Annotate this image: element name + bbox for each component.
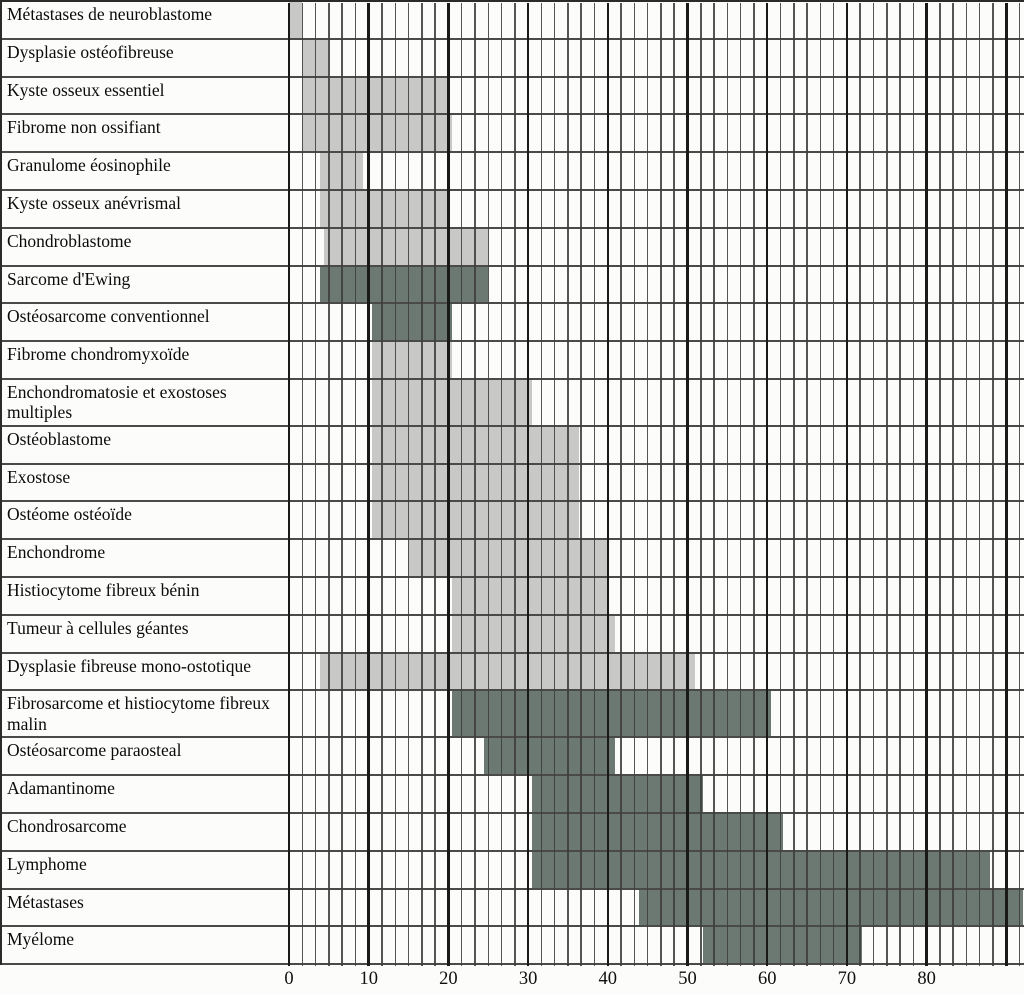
- age-range-bar: [532, 776, 703, 812]
- row-label: Métastases de neuroblastome: [7, 4, 213, 24]
- table-row: [2, 814, 1024, 852]
- row-plot-area: [289, 776, 1024, 812]
- table-row: [2, 616, 1024, 654]
- age-range-bar: [320, 191, 448, 227]
- row-label: Ostéosarcome paraosteal: [7, 740, 182, 761]
- axis-tick-label: 40: [598, 968, 618, 989]
- row-label: Fibrome non ossifiant: [7, 117, 161, 138]
- age-range-bar: [408, 540, 607, 576]
- age-range-bar: [372, 465, 579, 501]
- table-row: [2, 654, 1024, 692]
- table-row: [2, 229, 1024, 267]
- table-row: [2, 304, 1024, 342]
- row-plot-area: [289, 852, 1024, 888]
- age-range-bar: [289, 2, 303, 38]
- row-label: Lymphome: [7, 853, 87, 874]
- table-row: [2, 427, 1024, 465]
- row-label: Enchondromatosie et exostoses multiples: [7, 381, 227, 423]
- row-label: Kyste osseux essentiel: [7, 79, 165, 100]
- table-row: [2, 776, 1024, 814]
- row-plot-area: [289, 654, 1024, 690]
- row-plot-area: [289, 191, 1024, 227]
- row-label: Chondrosarcome: [7, 815, 127, 836]
- row-plot-area: [289, 578, 1024, 614]
- row-plot-area: [289, 814, 1024, 850]
- table-row: [2, 852, 1024, 890]
- row-label: Ostéoblastome: [7, 428, 112, 449]
- table-row: [2, 691, 1024, 738]
- row-label: Fibrosarcome et histiocytome fibreux malin: [7, 693, 270, 734]
- age-range-bar: [320, 267, 487, 303]
- age-range-bar: [372, 427, 579, 463]
- row-label: Sarcome d'Ewing: [7, 268, 131, 289]
- row-plot-area: [289, 78, 1024, 114]
- row-plot-area: [289, 616, 1024, 652]
- row-label: Ostéosarcome conventionnel: [7, 306, 210, 327]
- row-plot-area: [289, 380, 1024, 425]
- x-axis: [0, 966, 1024, 994]
- table-row: [2, 40, 1024, 78]
- age-range-bar: [703, 927, 862, 963]
- row-plot-area: [289, 40, 1024, 76]
- table-row: [2, 578, 1024, 616]
- axis-tick-label: 20: [439, 968, 458, 989]
- age-range-bar: [452, 616, 615, 652]
- age-range-bar: [484, 738, 616, 774]
- row-plot-area: [289, 229, 1024, 265]
- row-plot-area: [289, 540, 1024, 576]
- age-range-bar: [372, 502, 579, 538]
- age-range-bar: [302, 115, 452, 151]
- axis-tick-label: 60: [757, 968, 777, 989]
- axis-tick-label: 30: [518, 968, 538, 989]
- axis-tick-label: 10: [359, 968, 378, 989]
- age-range-bar: [324, 229, 487, 265]
- row-plot-area: [289, 465, 1024, 501]
- age-range-bar: [302, 78, 448, 114]
- table-row: [2, 78, 1024, 116]
- axis-tick-label: 50: [678, 968, 697, 989]
- age-range-bar: [532, 852, 990, 888]
- row-plot-area: [289, 342, 1024, 378]
- row-plot-area: [289, 927, 1024, 963]
- axis-tick-label: 70: [837, 968, 857, 989]
- row-label: Fibrome chondromyxoïde: [7, 344, 190, 365]
- age-range-bar: [372, 304, 452, 340]
- row-plot-area: [289, 2, 1024, 38]
- age-range-bar: [532, 814, 783, 850]
- axis-tick-label: 80: [917, 968, 936, 989]
- age-range-bar: [320, 153, 362, 189]
- axis-tick-label: 0: [284, 968, 294, 989]
- row-label: Ostéome ostéoïde: [7, 504, 132, 525]
- age-range-bar: [372, 342, 452, 378]
- table-row: [2, 2, 1024, 40]
- row-plot-area: [289, 890, 1024, 926]
- row-label: Dysplasie ostéofibreuse: [7, 41, 174, 62]
- table-row: [2, 191, 1024, 229]
- row-plot-area: [289, 267, 1024, 303]
- table-row: [2, 153, 1024, 191]
- row-label: Enchondrome: [7, 542, 106, 563]
- age-range-bar: [639, 890, 1023, 926]
- age-range-bar: [320, 654, 695, 690]
- row-label: Dysplasie fibreuse mono-ostotique: [7, 655, 251, 676]
- table-row: [2, 540, 1024, 578]
- table-row: [2, 890, 1024, 928]
- table-row: [2, 738, 1024, 776]
- table-row: [2, 267, 1024, 305]
- row-plot-area: [289, 738, 1024, 774]
- row-label: Histiocytome fibreux bénin: [7, 580, 200, 601]
- row-plot-area: [289, 153, 1024, 189]
- row-plot-area: [289, 304, 1024, 340]
- row-label: Chondroblastome: [7, 230, 132, 251]
- table-row: [2, 927, 1024, 965]
- table-row: [2, 342, 1024, 380]
- row-label: Métastases: [7, 891, 84, 912]
- row-label: Granulome éosinophile: [7, 155, 171, 176]
- row-label: Kyste osseux anévrismal: [7, 192, 181, 213]
- age-range-bar: [302, 40, 328, 76]
- table-row: [2, 115, 1024, 153]
- row-plot-area: [289, 691, 1024, 736]
- table-row: [2, 465, 1024, 503]
- row-label: Myélome: [7, 929, 75, 950]
- table-row: [2, 380, 1024, 427]
- age-range-bar: [372, 380, 531, 425]
- table-row: [2, 502, 1024, 540]
- row-plot-area: [289, 502, 1024, 538]
- row-label: Exostose: [7, 466, 71, 487]
- age-range-bar: [452, 691, 771, 736]
- row-label: Adamantinome: [7, 778, 115, 799]
- row-plot-area: [289, 115, 1024, 151]
- row-label: Tumeur à cellules géantes: [7, 617, 189, 638]
- age-range-bar: [452, 578, 607, 614]
- row-plot-area: [289, 427, 1024, 463]
